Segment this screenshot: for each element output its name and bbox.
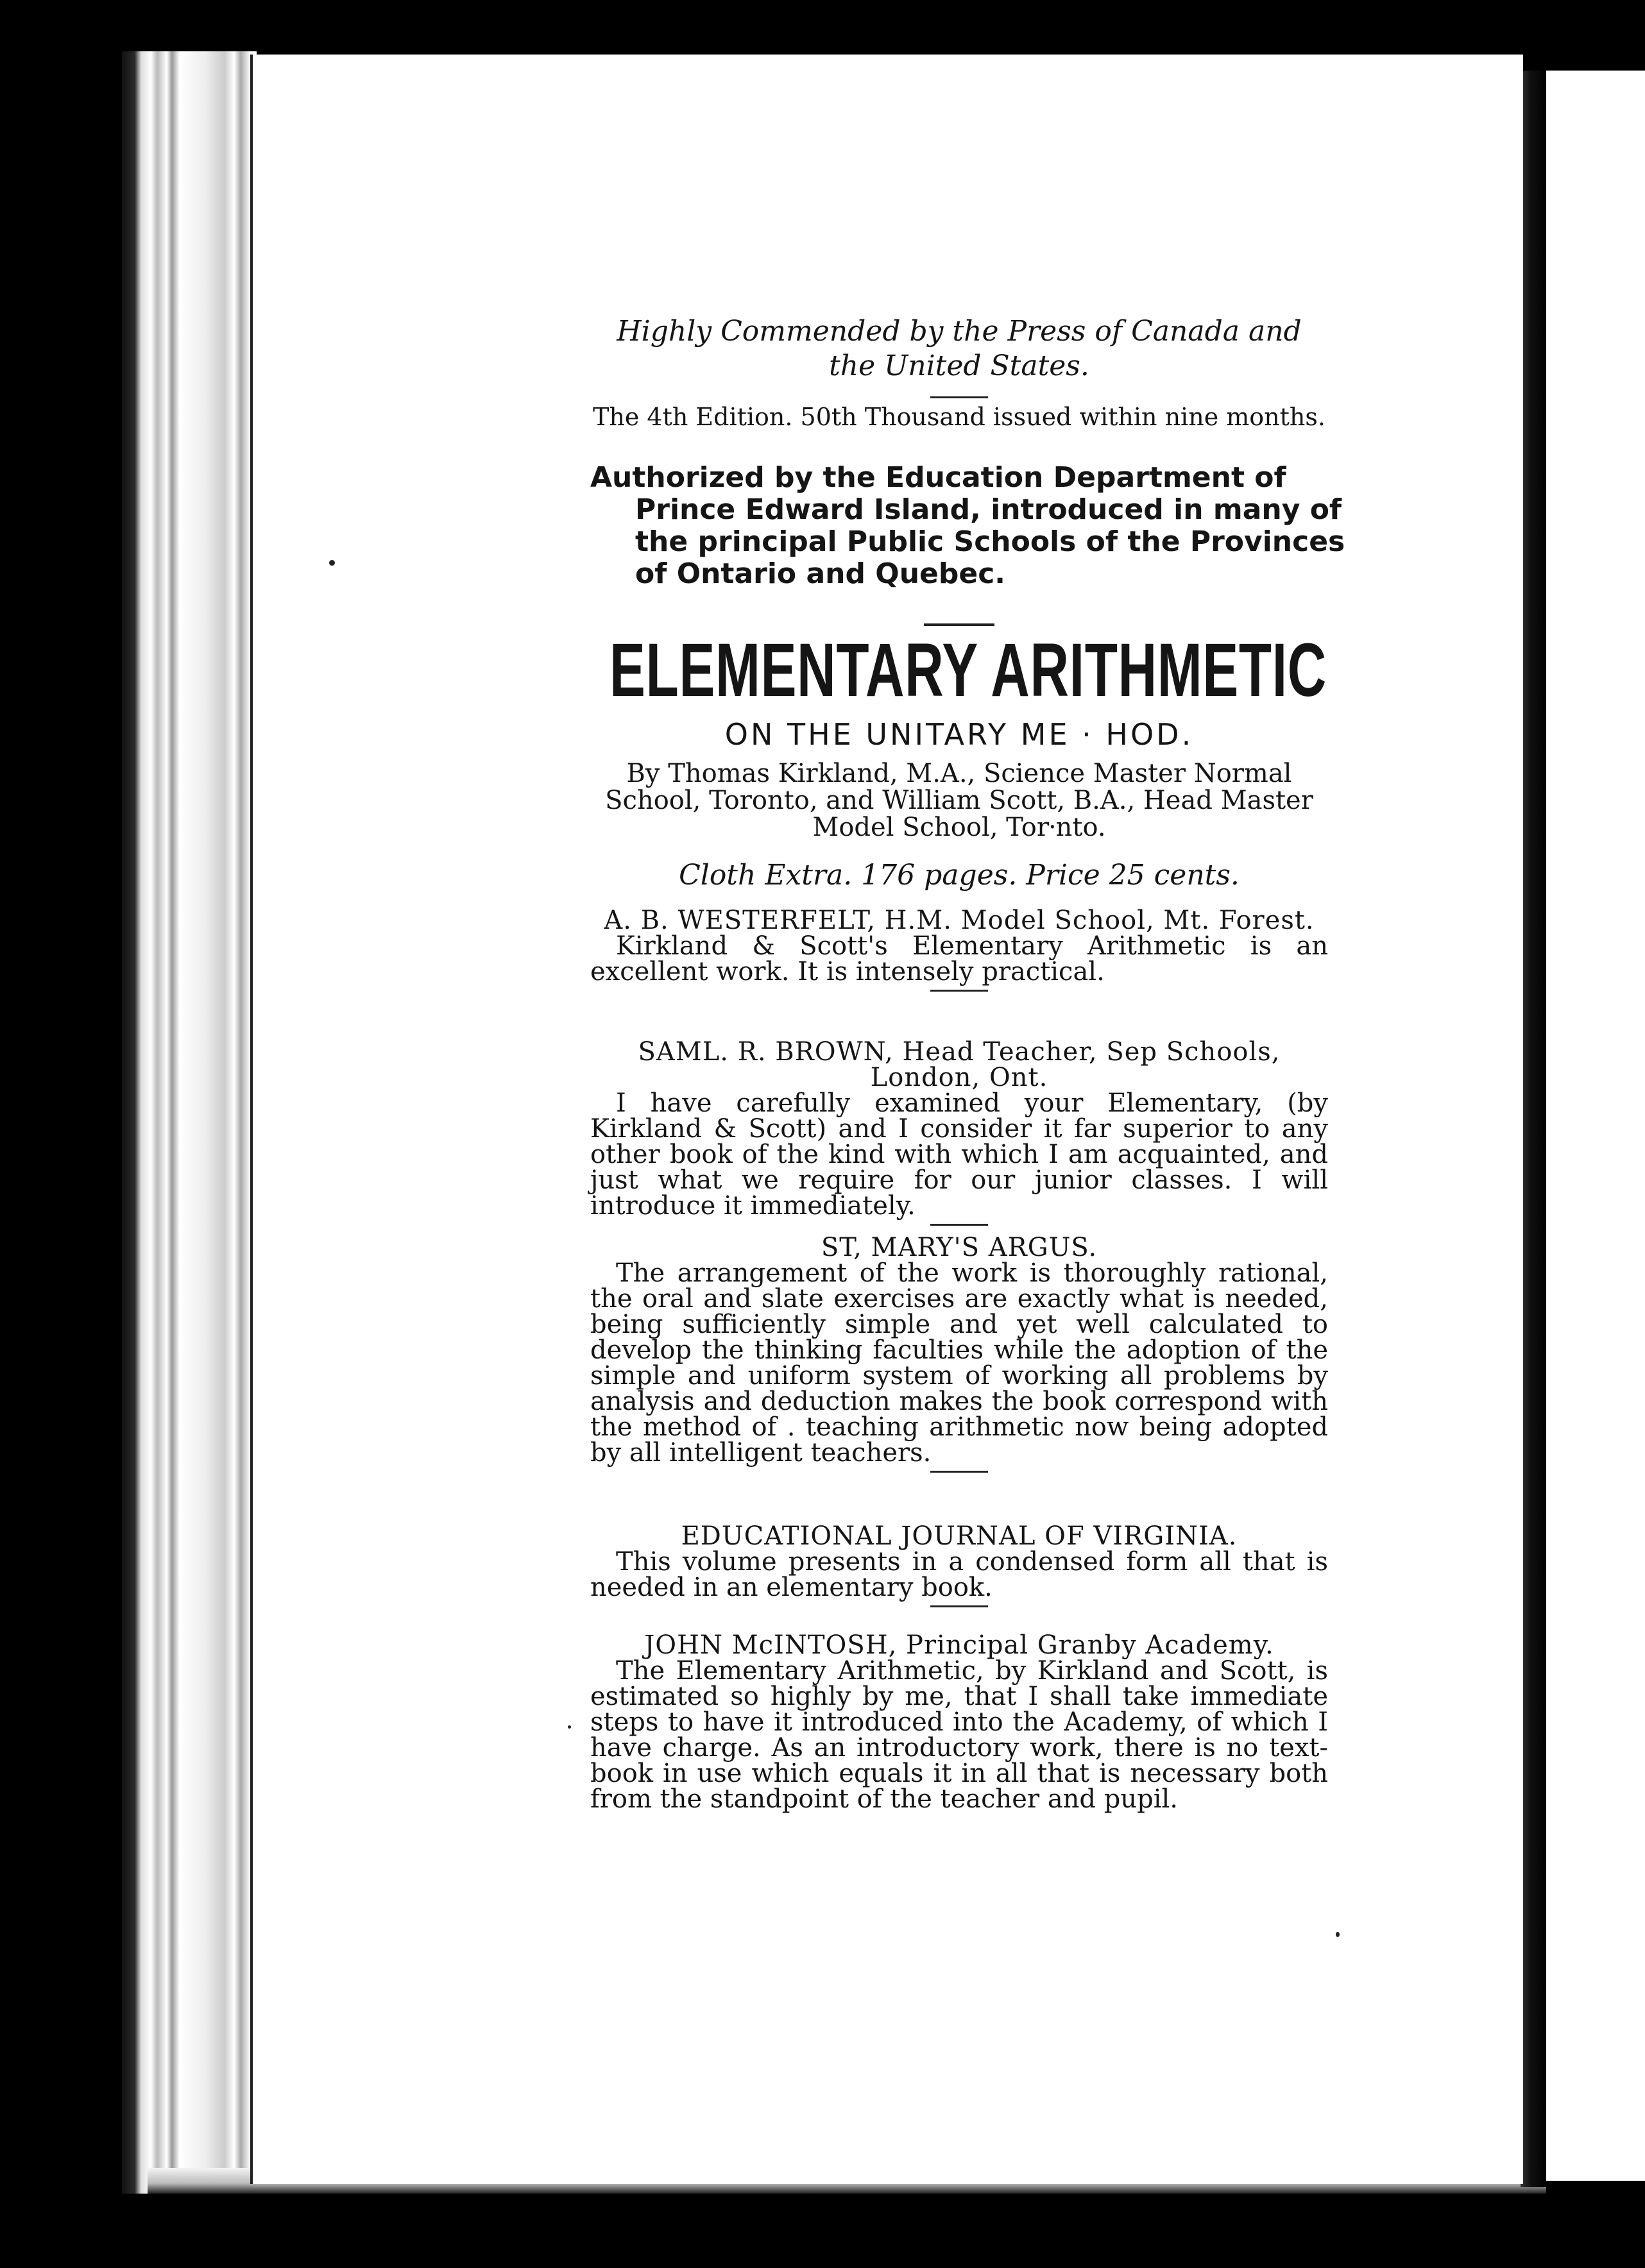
testimonial: [590, 1039, 1328, 1231]
rule-divider: [930, 1605, 988, 1607]
testimonial-heading: EDUCATIONAL JOURNAL OF VIRGINIA.: [681, 1521, 1238, 1551]
testimonial: [590, 1632, 1328, 1812]
rule-divider: [930, 1471, 988, 1473]
scan-background-bottom: [0, 2194, 1645, 2268]
book-authors: By Thomas Kirkland, M.A., Science Master Normal School, Toronto, and William Scott, B.A., Head Master Model School, Tor⸱nto.: [605, 759, 1313, 842]
facing-page: [1546, 71, 1645, 2181]
testimonial-heading: SAML. R. BROWN, Head Teacher, Sep Schools, London, Ont.: [638, 1037, 1281, 1092]
testimonial-text: I have carefully examined your Elementary, (by Kirkland & Scott) and I consider it far superior to any other book of the kind with which I am acquainted, and just what we require for our junior classes. I will introduce it immediately.: [590, 1088, 1328, 1221]
rule-top: [590, 391, 1328, 403]
testimonial: [590, 1523, 1328, 1612]
testimonial-heading: ST, MARY'S ARGUS.: [821, 1233, 1098, 1262]
testimonial: [590, 908, 1328, 997]
speck: [329, 560, 335, 566]
book-subtitle: ON THE UNITARY ME · HOD.: [724, 717, 1194, 752]
speck: [568, 1725, 571, 1729]
edition-note: The 4th Edition. 50th Thousand issued within nine months.: [593, 403, 1325, 431]
rule-divider: [930, 990, 988, 992]
tagline: Highly Commended by the Press of Canada and the United States.: [617, 315, 1302, 382]
testimonial-text: This volume presents in a condensed form all that is needed in an elementary book.: [590, 1547, 1328, 1602]
testimonial-heading: JOHN McINTOSH, Principal Granby Academy.: [644, 1630, 1274, 1660]
book-page-edges: [122, 51, 257, 2194]
rule-divider: [930, 1224, 988, 1226]
authorization-note: Authorized by the Education Department of Prince Edward Island, introduced in many of the principal Public Schools of the Provinces of Ontario and Quebec.: [590, 461, 1345, 590]
testimonial-text: The Elementary Arithmetic, by Kirkland and Scott, is estimated so highly by me, that I shall take immediate steps to have it introduced into the Academy, of which I have charge. As an introductory work, there is no text-book in use which equals it in all that is necessary both from the standpoint of the teacher and pupil.: [590, 1656, 1328, 1814]
testimonial-text: The arrangement of the work is thoroughly rational, the oral and slate exercises are exactly what is needed, being sufficiently simple and yet well calculated to develop the thinking faculties while the adoption of the simple and uniform system of working all problems by analysis and deduction makes the book correspond with the method of . teaching arithmetic now being adopted by all intelligent teachers.: [590, 1258, 1328, 1468]
book-gutter: [1521, 71, 1546, 2187]
testimonial-text: Kirkland & Scott's Elementary Arithmetic is an excellent work. It is intensely practical.: [590, 931, 1328, 986]
scan-background-top: [0, 0, 1645, 51]
speck: [1336, 1932, 1340, 1937]
book-title: ELEMENTARY ARITHMETIC: [609, 628, 1327, 713]
book-price: Cloth Extra. 176 pages. Price 25 cents.: [679, 859, 1240, 892]
testimonial: [590, 1235, 1328, 1478]
testimonial-heading: A. B. WESTERFELT, H.M. Model School, Mt. Forest.: [604, 906, 1315, 935]
